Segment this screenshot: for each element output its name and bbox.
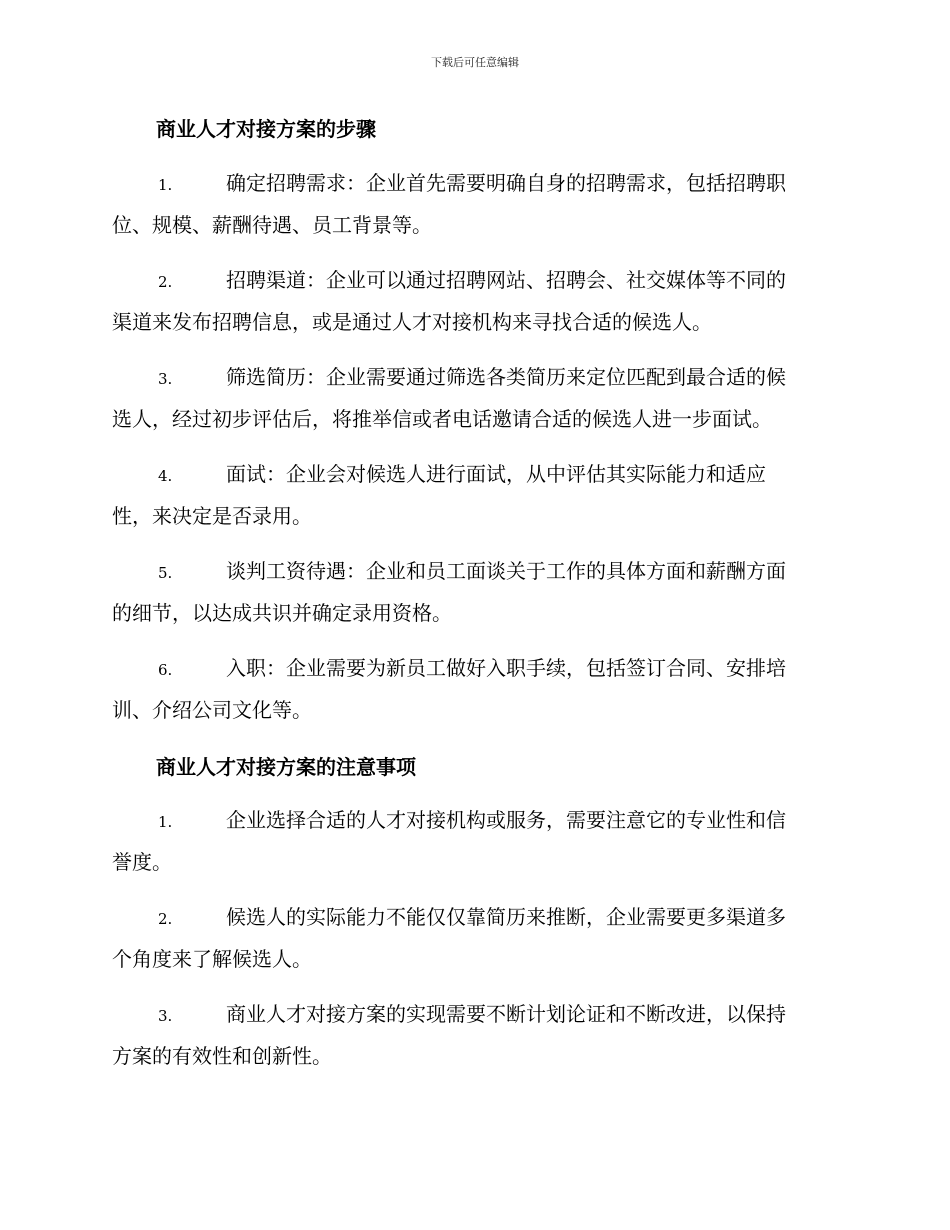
list-number: 1. <box>158 813 173 831</box>
list-number: 2. <box>158 273 173 291</box>
item-text-line2: 渠道来发布招聘信息，或是通过人才对接机构来寻找合适的候选人。 <box>112 310 712 334</box>
item-text-line2: 性，来决定是否录用。 <box>112 504 312 528</box>
list-number: 4. <box>158 467 173 485</box>
section-title-notes: 商业人才对接方案的注意事项 <box>156 755 416 779</box>
item-text-line2: 选人，经过初步评估后，将推举信或者电话邀请合适的候选人进一步面试。 <box>112 407 772 431</box>
list-number: 2. <box>158 910 173 928</box>
list-item <box>112 799 842 883</box>
item-text-line1: 确定招聘需求：企业首先需要明确自身的招聘需求，包括招聘职 <box>226 171 786 195</box>
item-text-line1: 商业人才对接方案的实现需要不断计划论证和不断改进，以保持 <box>226 1002 786 1026</box>
list-number: 1. <box>158 176 173 194</box>
list-item <box>112 896 842 980</box>
list-item <box>112 356 842 440</box>
item-text-line1: 筛选简历：企业需要通过筛选各类简历来定位匹配到最合适的候 <box>226 365 786 389</box>
item-text-line1: 候选人的实际能力不能仅仅靠简历来推断，企业需要更多渠道多 <box>226 905 786 929</box>
list-number: 3. <box>158 370 173 388</box>
item-text-line2: 誉度。 <box>112 850 172 874</box>
list-item <box>112 259 842 343</box>
item-text-line1: 谈判工资待遇：企业和员工面谈关于工作的具体方面和薪酬方面 <box>226 559 786 583</box>
page-header: 下载后可任意编辑 <box>431 56 519 69</box>
section-title-steps: 商业人才对接方案的步骤 <box>156 117 376 141</box>
item-text-line1: 面试：企业会对候选人进行面试，从中评估其实际能力和适应 <box>226 462 766 486</box>
list-number: 3. <box>158 1007 173 1025</box>
list-item <box>112 993 842 1077</box>
list-item <box>112 550 842 634</box>
item-text-line2: 方案的有效性和创新性。 <box>112 1044 332 1068</box>
list-number: 6. <box>158 661 173 679</box>
item-text-line2: 的细节，以达成共识并确定录用资格。 <box>112 601 452 625</box>
item-text-line1: 入职：企业需要为新员工做好入职手续，包括签订合同、安排培 <box>226 656 786 680</box>
item-text-line1: 企业选择合适的人才对接机构或服务，需要注意它的专业性和信 <box>226 808 786 832</box>
list-item <box>112 162 842 246</box>
item-text-line2: 个角度来了解候选人。 <box>112 947 312 971</box>
item-text-line1: 招聘渠道：企业可以通过招聘网站、招聘会、社交媒体等不同的 <box>226 268 786 292</box>
list-item <box>112 647 842 731</box>
item-text-line2: 位、规模、薪酬待遇、员工背景等。 <box>112 213 432 237</box>
list-item <box>112 453 842 537</box>
list-number: 5. <box>158 564 173 582</box>
item-text-line2: 训、介绍公司文化等。 <box>112 698 312 722</box>
